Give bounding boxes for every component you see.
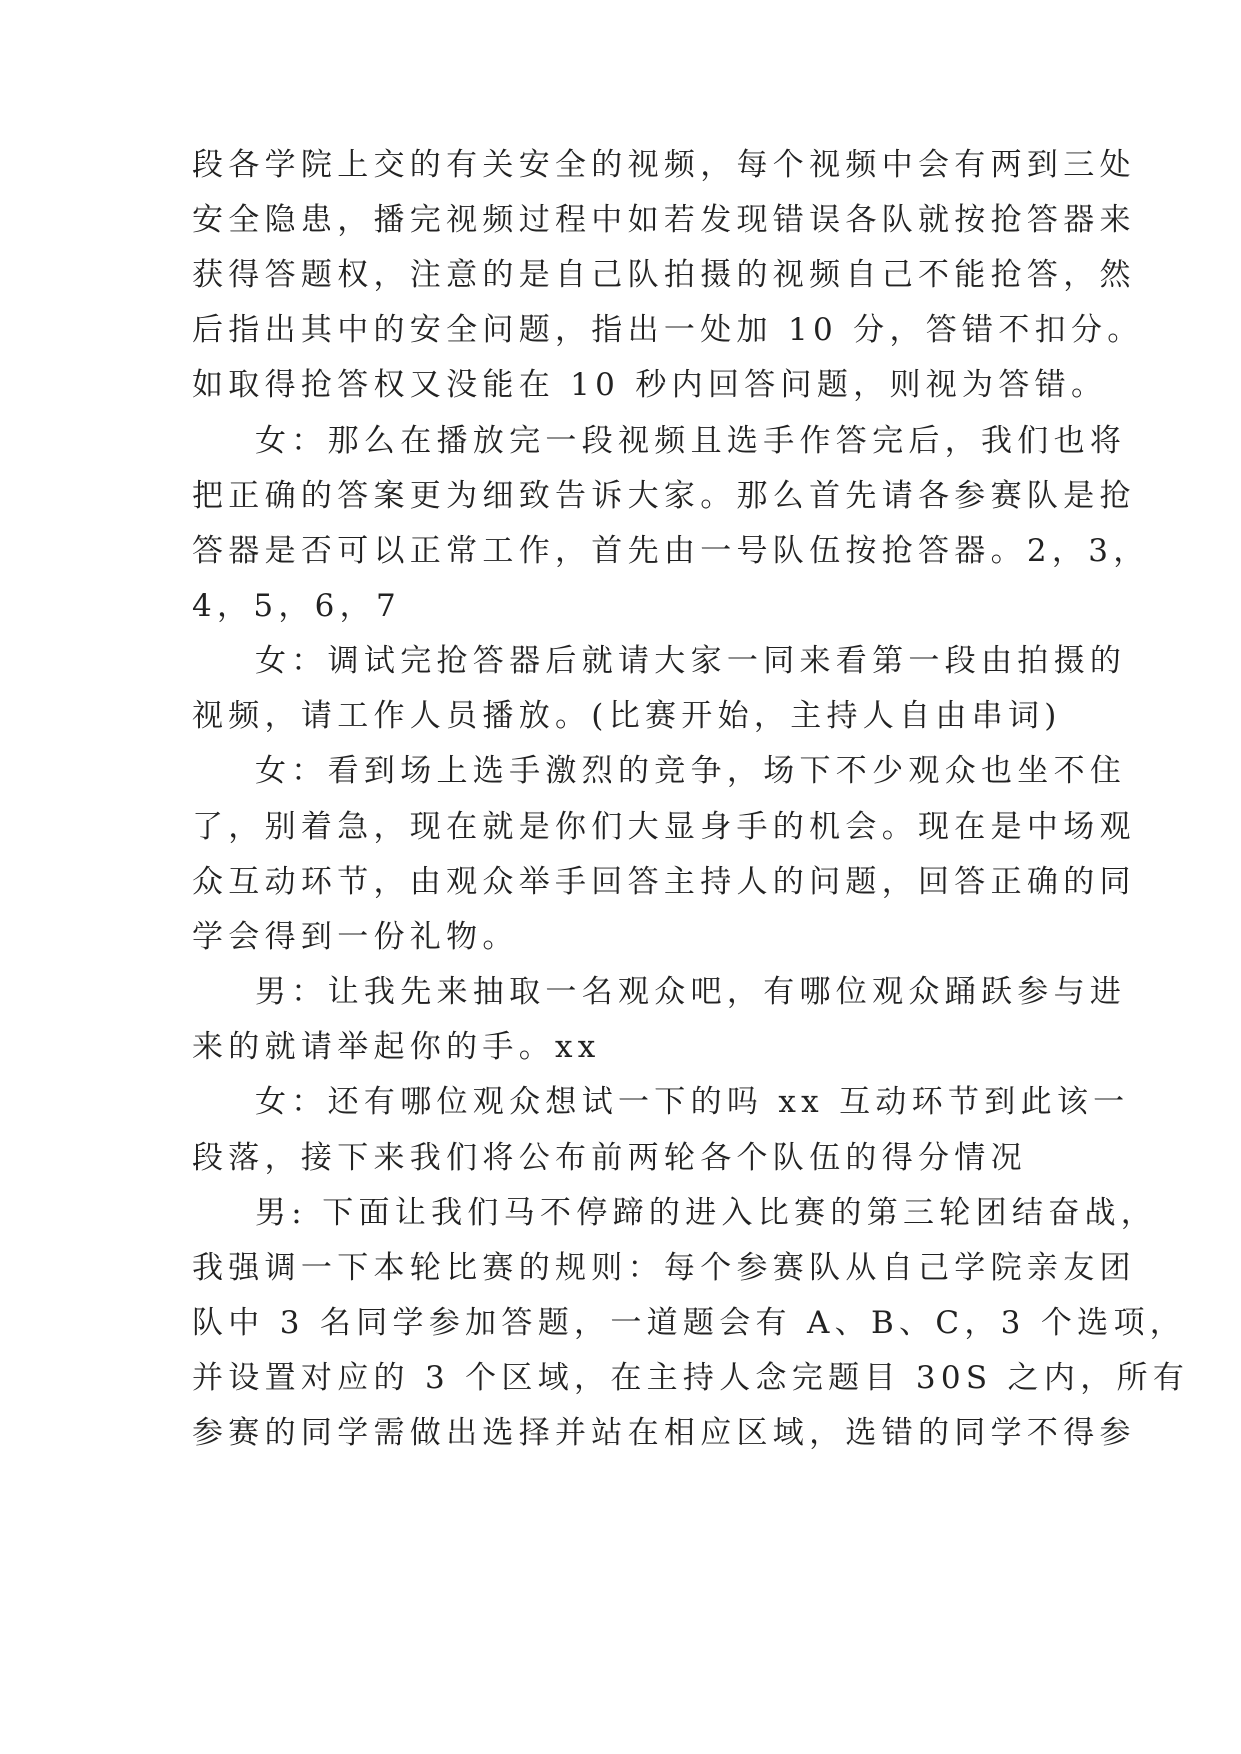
text-line: 队中 3 名同学参加答题，一道题会有 A、B、C，3 个选项， xyxy=(192,1305,1187,1341)
text-line: 安全隐患，播完视频过程中如若发现错误各队就按抢答器来 xyxy=(192,202,1136,238)
paragraph-start-line: 女：调试完抢答器后就请大家一同来看第一段由拍摄的 xyxy=(255,643,1127,679)
text-line: 我强调一下本轮比赛的规则：每个参赛队从自己学院亲友团 xyxy=(192,1250,1136,1286)
text-line: 众互动环节，由观众举手回答主持人的问题，回答正确的同 xyxy=(192,864,1136,900)
paragraph-start-line: 女：那么在播放完一段视频且选手作答完后，我们也将 xyxy=(255,423,1127,459)
text-line: 4，5，6，7 xyxy=(192,588,401,624)
paragraph-start-line: 女：还有哪位观众想试一下的吗 xx 互动环节到此该一 xyxy=(255,1084,1130,1120)
paragraph-start-line: 男: 下面让我们马不停蹄的进入比赛的第三轮团结奋战， xyxy=(255,1195,1158,1231)
text-line: 了，别着急，现在就是你们大显身手的机会。现在是中场观 xyxy=(192,809,1136,845)
text-line: 段落，接下来我们将公布前两轮各个队伍的得分情况 xyxy=(192,1140,1027,1176)
text-line: 答器是否可以正常工作，首先由一号队伍按抢答器。2，3， xyxy=(192,533,1150,569)
text-line: 把正确的答案更为细致告诉大家。那么首先请各参赛队是抢 xyxy=(192,478,1136,514)
text-line: 学会得到一份礼物。 xyxy=(192,919,519,955)
text-line: 获得答题权，注意的是自己队拍摄的视频自己不能抢答，然 xyxy=(192,257,1136,293)
paragraph-start-line: 女：看到场上选手激烈的竞争，场下不少观众也坐不住 xyxy=(255,753,1127,789)
text-line: 来的就请举起你的手。xx xyxy=(192,1029,601,1065)
text-line: 段各学院上交的有关安全的视频，每个视频中会有两到三处 xyxy=(192,147,1136,183)
paragraph-start-line: 男：让我先来抽取一名观众吧，有哪位观众踊跃参与进 xyxy=(255,974,1127,1010)
text-line: 并设置对应的 3 个区域，在主持人念完题目 30S 之内，所有 xyxy=(192,1360,1190,1396)
text-line: 视频，请工作人员播放。(比赛开始，主持人自由串词) xyxy=(192,698,1062,734)
text-line: 后指出其中的安全问题，指出一处加 10 分，答错不扣分。 xyxy=(192,312,1144,348)
text-line: 参赛的同学需做出选择并站在相应区域，选错的同学不得参 xyxy=(192,1415,1136,1451)
text-line: 如取得抢答权又没能在 10 秒内回答问题，则视为答错。 xyxy=(192,367,1108,403)
